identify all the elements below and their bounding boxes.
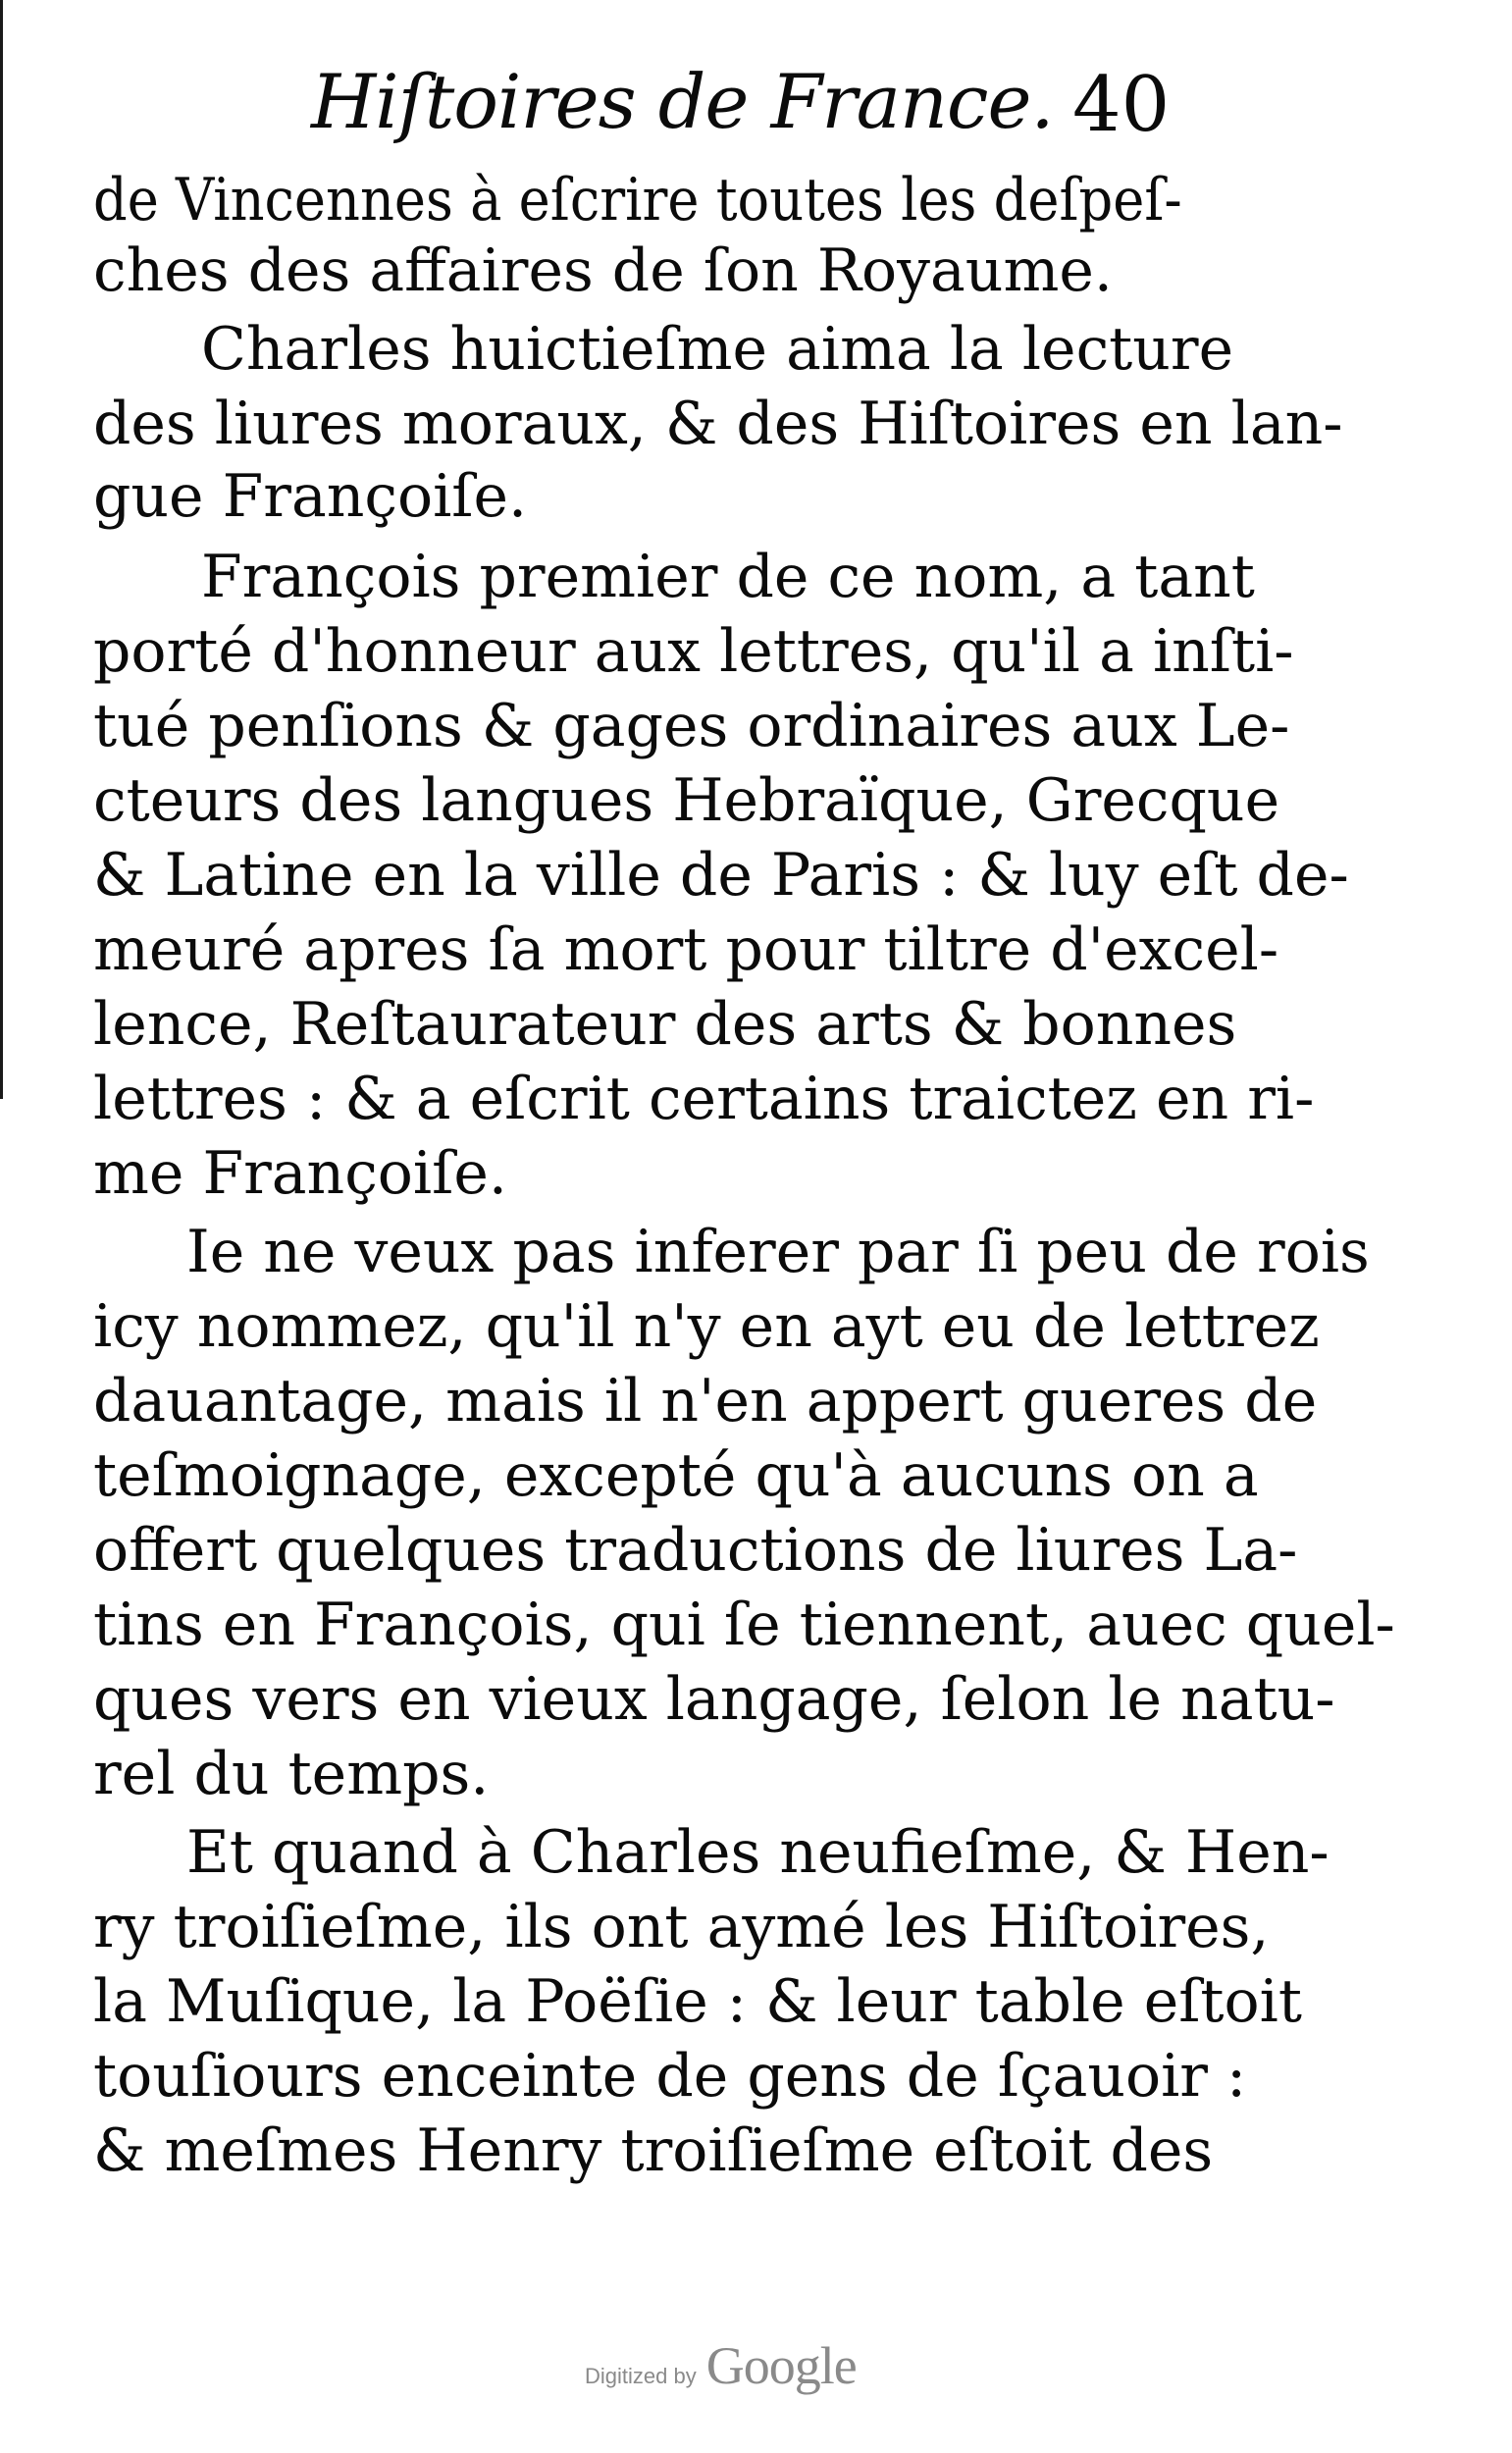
text-line-16: [93, 1291, 1320, 1362]
line-text: ques vers en vieux langage, ſelon le natu-: [93, 1665, 1335, 1734]
digitizer-brand: Google: [705, 2336, 857, 2395]
text-line-3: [93, 314, 1234, 385]
text-line-8: [93, 691, 1290, 761]
line-text: lence, Reſtaurateur des arts & bonnes: [93, 990, 1237, 1059]
line-text: cteurs des langues Hebraïque, Grecque: [93, 766, 1280, 835]
text-line-15: [93, 1217, 1370, 1287]
line-text: rel du temps.: [93, 1740, 490, 1808]
line-text: touſiours enceinte de gens de ſçauoir :: [93, 2042, 1247, 2111]
text-line-26: [93, 2041, 1247, 2112]
line-text: icy nommez, qu'il n'y en ayt eu de lettrez: [93, 1292, 1320, 1361]
line-text: tins en François, qui ſe tiennent, auec quel-: [93, 1591, 1395, 1659]
digitized-prefix: Digitized by: [585, 2364, 697, 2388]
digitized-attribution: [585, 2335, 938, 2404]
text-line-4: [93, 389, 1343, 459]
text-line-23: [93, 1817, 1330, 1888]
line-text: Ie ne veux pas inferer par ſi peu de rois: [186, 1218, 1370, 1286]
text-line-25: [93, 1966, 1302, 2037]
text-line-10: [93, 840, 1349, 911]
line-text: dauantage, mais il n'en appert gueres de: [93, 1367, 1318, 1435]
text-line-6: [93, 542, 1255, 612]
text-line-21: [93, 1664, 1335, 1735]
line-text: gue Françoiſe.: [93, 462, 528, 531]
text-line-5: [93, 461, 1182, 532]
scan-edge-shadow: [0, 0, 3, 1099]
line-text: tué penſions & gages ordinaires aux Le-: [93, 692, 1290, 760]
text-line-18: [93, 1440, 1259, 1511]
line-text: des liures moraux, & des Hiſtoires en lan-: [93, 390, 1343, 458]
text-line-13: [93, 1064, 1315, 1134]
line-text: lettres : & a eſcrit certains traictez en ri-: [93, 1065, 1315, 1133]
text-line-27: [93, 2115, 1214, 2186]
text-line-7: [93, 616, 1294, 687]
text-line-20: [93, 1590, 1395, 1660]
text-line-1: [93, 165, 1182, 235]
line-text: Et quand à Charles neufieſme, & Hen-: [186, 1818, 1330, 1887]
line-text: ches des affaires de ſon Royaume.: [93, 236, 1113, 305]
line-text: & Latine en la ville de Paris : & luy eſt de-: [93, 841, 1349, 910]
page-number: 40: [1072, 61, 1171, 149]
text-line-24: [93, 1892, 1270, 1962]
text-line-12: [93, 989, 1237, 1060]
line-text: meuré apres ſa mort pour tiltre d'excel-: [93, 915, 1279, 984]
text-line-17: [93, 1366, 1318, 1436]
text-line-19: [93, 1515, 1298, 1586]
line-text: la Muſique, la Poëſie : & leur table eſtoit: [93, 1967, 1302, 2036]
line-text: offert quelques traductions de liures La-: [93, 1516, 1298, 1585]
text-line-22: [93, 1739, 1182, 1809]
book-page: [93, 0, 1395, 2453]
line-text: Charles huictieſme aima la lecture: [201, 315, 1234, 384]
line-text: porté d'honneur aux lettres, qu'il a inſti-: [93, 617, 1294, 686]
text-line-2: [93, 235, 1182, 306]
line-text: & meſmes Henry troiſieſme eſtoit des: [93, 2116, 1214, 2185]
line-text: de Vincennes à eſcrire toutes les deſpeſ-: [93, 166, 1182, 235]
text-line-11: [93, 914, 1279, 985]
text-line-9: [93, 765, 1280, 836]
line-text: ry troiſieſme, ils ont aymé les Hiſtoires,: [93, 1893, 1270, 1961]
line-text: me Françoiſe.: [93, 1139, 507, 1208]
text-line-14: [93, 1138, 1182, 1209]
line-text: François premier de ce nom, a tant: [201, 543, 1255, 611]
running-title: Hiſtoires de France.: [311, 58, 1054, 145]
line-text: teſmoignage, excepté qu'à aucuns on a: [93, 1441, 1259, 1510]
running-head: [93, 57, 1192, 175]
